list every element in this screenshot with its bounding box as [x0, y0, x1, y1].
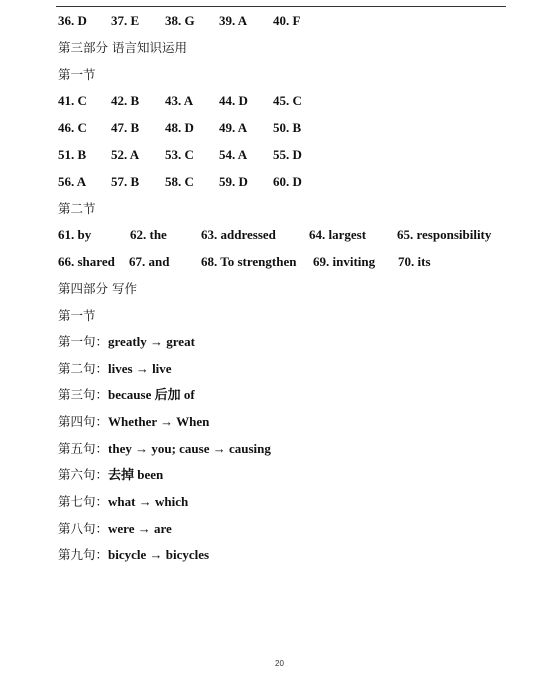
answer-61: 61. by [58, 227, 92, 242]
correction-label: 第六句： [58, 467, 109, 482]
section1b-heading: 第一节 [58, 308, 96, 323]
correction-label: 第四句： [58, 414, 109, 429]
answer-68: 68. To strengthen [201, 254, 297, 269]
correction-text: were → are [108, 521, 172, 536]
answer-60: 60. D [273, 174, 302, 189]
answer-64: 64. largest [309, 227, 367, 242]
correction-text: they → you; cause → causing [108, 441, 271, 456]
answer-62: 62. the [130, 227, 167, 242]
correction-5 [58, 441, 271, 457]
correction-1 [58, 334, 195, 350]
answer-44: 44. D [219, 93, 248, 108]
answer-40: 40. F [273, 13, 301, 28]
part4-heading: 第四部分 写作 [58, 281, 137, 296]
answer-43: 43. A [165, 93, 194, 108]
correction-label: 第七句： [58, 494, 109, 509]
correction-label: 第八句： [58, 521, 109, 536]
correction-label: 第五句： [58, 441, 109, 456]
answer-39: 39. A [219, 13, 248, 28]
section1-heading: 第一节 [58, 67, 96, 82]
answer-50: 50. B [273, 120, 302, 135]
answer-47: 47. B [111, 120, 140, 135]
correction-label: 第一句： [58, 334, 109, 349]
answer-48: 48. D [165, 120, 194, 135]
correction-9 [58, 547, 209, 563]
answer-55: 55. D [273, 147, 302, 162]
answer-56: 56. A [58, 174, 87, 189]
correction-8 [58, 521, 172, 537]
answer-70: 70. its [398, 254, 431, 269]
answer-45: 45. C [273, 93, 302, 108]
correction-text: because 后加 of [108, 387, 195, 402]
answer-58: 58. C [165, 174, 194, 189]
answer-53: 53. C [165, 147, 194, 162]
correction-text: lives → live [108, 361, 172, 376]
section2-heading: 第二节 [58, 201, 96, 216]
answer-36: 36. D [58, 13, 87, 28]
correction-label: 第九句： [58, 547, 109, 562]
answer-66: 66. shared [58, 254, 115, 269]
correction-4 [58, 414, 209, 430]
answer-37: 37. E [111, 13, 140, 28]
page-number: 20 [275, 659, 284, 668]
correction-2 [58, 361, 172, 377]
top-rule [56, 6, 506, 7]
correction-text: Whether → When [108, 414, 210, 429]
correction-text: what → which [108, 494, 189, 509]
answer-65: 65. responsibility [397, 227, 492, 242]
answer-51: 51. B [58, 147, 87, 162]
answer-69: 69. inviting [313, 254, 376, 269]
correction-text: greatly → great [108, 334, 195, 349]
correction-label: 第二句： [58, 361, 109, 376]
part3-heading: 第三部分 语言知识运用 [58, 40, 187, 55]
answer-67: 67. and [129, 254, 170, 269]
answer-38: 38. G [165, 13, 195, 28]
correction-7 [58, 494, 188, 510]
answer-49: 49. A [219, 120, 248, 135]
answer-59: 59. D [219, 174, 248, 189]
correction-label: 第三句： [58, 387, 109, 402]
answer-41: 41. C [58, 93, 87, 108]
correction-6 [58, 467, 163, 483]
correction-text: 去掉 been [108, 467, 164, 482]
answer-57: 57. B [111, 174, 140, 189]
correction-3 [58, 387, 195, 403]
answer-63: 63. addressed [201, 227, 276, 242]
correction-text: bicycle → bicycles [108, 547, 210, 562]
answer-54: 54. A [219, 147, 248, 162]
answer-46: 46. C [58, 120, 87, 135]
answer-42: 42. B [111, 93, 140, 108]
answer-52: 52. A [111, 147, 140, 162]
